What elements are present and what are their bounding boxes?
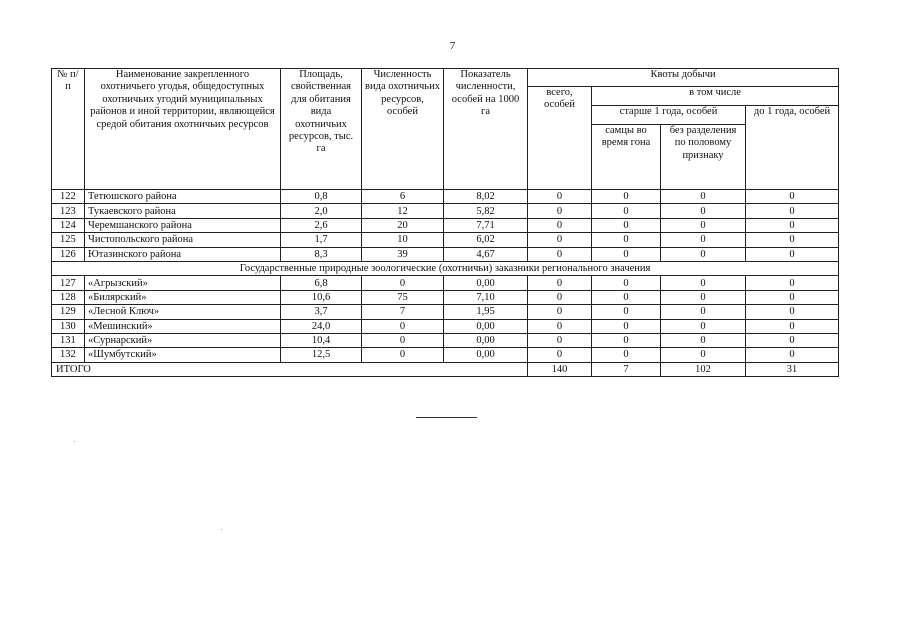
row-population: 0 xyxy=(362,276,444,290)
totals-males-rut: 7 xyxy=(592,362,661,376)
row-number: 124 xyxy=(52,218,85,232)
row-no-sex: 0 xyxy=(661,348,746,362)
row-name: Тукаевского района xyxy=(85,204,281,218)
row-area: 10,4 xyxy=(281,333,362,347)
row-males-rut: 0 xyxy=(592,218,661,232)
row-area: 2,0 xyxy=(281,204,362,218)
row-under-1y: 0 xyxy=(746,247,839,261)
section-row xyxy=(52,261,839,275)
row-area: 6,8 xyxy=(281,276,362,290)
row-no-sex: 0 xyxy=(661,218,746,232)
header-name: Наименование закрепленного охотничьего угодья, общедоступных охотничьих угодий муниципальных районов и иной территории, являющейся средой обитания охотничьих ресурсов xyxy=(85,69,281,190)
table-row xyxy=(52,333,839,347)
row-no-sex: 0 xyxy=(661,276,746,290)
row-under-1y: 0 xyxy=(746,290,839,304)
row-name: Ютазинского района xyxy=(85,247,281,261)
row-density: 7,71 xyxy=(444,218,528,232)
header-older-1y: старше 1 года, особей xyxy=(592,106,746,125)
row-population: 7 xyxy=(362,305,444,319)
row-no-sex: 0 xyxy=(661,290,746,304)
scan-speck xyxy=(221,529,222,530)
header-including: в том числе xyxy=(592,87,839,106)
row-population: 39 xyxy=(362,247,444,261)
row-area: 12,5 xyxy=(281,348,362,362)
header-under-1y: до 1 года, особей xyxy=(746,106,839,190)
row-number: 126 xyxy=(52,247,85,261)
row-number: 127 xyxy=(52,276,85,290)
totals-total: 140 xyxy=(528,362,592,376)
row-number: 125 xyxy=(52,233,85,247)
table-row xyxy=(52,233,839,247)
row-density: 0,00 xyxy=(444,319,528,333)
header-quotas: Квоты добычи xyxy=(528,69,839,87)
row-area: 10,6 xyxy=(281,290,362,304)
row-number: 122 xyxy=(52,190,85,204)
row-number: 132 xyxy=(52,348,85,362)
hunting-quota-table xyxy=(51,68,839,377)
row-no-sex: 0 xyxy=(661,204,746,218)
row-name: «Мешинский» xyxy=(85,319,281,333)
header-num: № п/п xyxy=(52,69,85,190)
row-density: 6,02 xyxy=(444,233,528,247)
row-name: «Агрызский» xyxy=(85,276,281,290)
row-males-rut: 0 xyxy=(592,276,661,290)
row-density: 0,00 xyxy=(444,348,528,362)
row-total: 0 xyxy=(528,305,592,319)
row-number: 123 xyxy=(52,204,85,218)
row-total: 0 xyxy=(528,204,592,218)
row-population: 75 xyxy=(362,290,444,304)
row-density: 4,67 xyxy=(444,247,528,261)
table-header xyxy=(52,69,839,190)
row-males-rut: 0 xyxy=(592,348,661,362)
row-under-1y: 0 xyxy=(746,233,839,247)
row-density: 7,10 xyxy=(444,290,528,304)
row-density: 0,00 xyxy=(444,333,528,347)
table-row xyxy=(52,276,839,290)
row-no-sex: 0 xyxy=(661,247,746,261)
row-total: 0 xyxy=(528,333,592,347)
row-population: 12 xyxy=(362,204,444,218)
row-no-sex: 0 xyxy=(661,190,746,204)
header-total: всего, особей xyxy=(528,87,592,190)
row-males-rut: 0 xyxy=(592,204,661,218)
row-number: 130 xyxy=(52,319,85,333)
row-no-sex: 0 xyxy=(661,319,746,333)
row-density: 5,82 xyxy=(444,204,528,218)
header-population: Численность вида охотничьих ресурсов, особей xyxy=(362,69,444,190)
table-row xyxy=(52,247,839,261)
row-population: 0 xyxy=(362,348,444,362)
row-total: 0 xyxy=(528,348,592,362)
row-area: 1,7 xyxy=(281,233,362,247)
row-total: 0 xyxy=(528,276,592,290)
row-area: 0,8 xyxy=(281,190,362,204)
row-under-1y: 0 xyxy=(746,348,839,362)
row-population: 0 xyxy=(362,333,444,347)
row-under-1y: 0 xyxy=(746,204,839,218)
totals-row xyxy=(52,362,839,376)
row-name: Тетюшского района xyxy=(85,190,281,204)
table-row xyxy=(52,190,839,204)
table-row xyxy=(52,204,839,218)
row-males-rut: 0 xyxy=(592,333,661,347)
table-row xyxy=(52,218,839,232)
page-number: 7 xyxy=(449,40,456,52)
row-name: «Сурнарский» xyxy=(85,333,281,347)
row-total: 0 xyxy=(528,190,592,204)
table-row xyxy=(52,348,839,362)
header-density: Показатель численности, особей на 1000 га xyxy=(444,69,528,190)
row-under-1y: 0 xyxy=(746,276,839,290)
row-males-rut: 0 xyxy=(592,233,661,247)
row-total: 0 xyxy=(528,218,592,232)
table-row xyxy=(52,319,839,333)
row-males-rut: 0 xyxy=(592,190,661,204)
row-males-rut: 0 xyxy=(592,319,661,333)
row-area: 3,7 xyxy=(281,305,362,319)
row-total: 0 xyxy=(528,247,592,261)
row-number: 131 xyxy=(52,333,85,347)
row-under-1y: 0 xyxy=(746,333,839,347)
header-males-rut: самцы во время гона xyxy=(592,125,661,190)
totals-under-1y: 31 xyxy=(746,362,839,376)
totals-no-sex: 102 xyxy=(661,362,746,376)
row-population: 10 xyxy=(362,233,444,247)
row-name: Черемшанского района xyxy=(85,218,281,232)
row-population: 0 xyxy=(362,319,444,333)
totals-label: ИТОГО xyxy=(52,362,528,376)
header-area: Площадь, свойственная для обитания вида охотничьих ресурсов, тыс. га xyxy=(281,69,362,190)
row-area: 8,3 xyxy=(281,247,362,261)
row-area: 24,0 xyxy=(281,319,362,333)
table-row xyxy=(52,305,839,319)
footer-rule xyxy=(416,417,477,418)
section-title: Государственные природные зоологические (охотничьи) заказники регионального значения xyxy=(52,261,839,275)
row-under-1y: 0 xyxy=(746,190,839,204)
row-population: 6 xyxy=(362,190,444,204)
row-number: 128 xyxy=(52,290,85,304)
row-name: «Билярский» xyxy=(85,290,281,304)
row-under-1y: 0 xyxy=(746,319,839,333)
header-no-sex: без разделения по половому признаку xyxy=(661,125,746,190)
row-no-sex: 0 xyxy=(661,333,746,347)
row-total: 0 xyxy=(528,319,592,333)
row-density: 1,95 xyxy=(444,305,528,319)
row-no-sex: 0 xyxy=(661,305,746,319)
row-no-sex: 0 xyxy=(661,233,746,247)
row-name: «Шумбутский» xyxy=(85,348,281,362)
row-males-rut: 0 xyxy=(592,247,661,261)
row-under-1y: 0 xyxy=(746,305,839,319)
row-name: Чистопольского района xyxy=(85,233,281,247)
row-number: 129 xyxy=(52,305,85,319)
row-density: 8,02 xyxy=(444,190,528,204)
row-males-rut: 0 xyxy=(592,290,661,304)
row-males-rut: 0 xyxy=(592,305,661,319)
scan-speck xyxy=(74,441,75,442)
row-area: 2,6 xyxy=(281,218,362,232)
row-under-1y: 0 xyxy=(746,218,839,232)
row-population: 20 xyxy=(362,218,444,232)
row-total: 0 xyxy=(528,233,592,247)
row-name: «Лесной Ключ» xyxy=(85,305,281,319)
row-density: 0,00 xyxy=(444,276,528,290)
row-total: 0 xyxy=(528,290,592,304)
table-row xyxy=(52,290,839,304)
